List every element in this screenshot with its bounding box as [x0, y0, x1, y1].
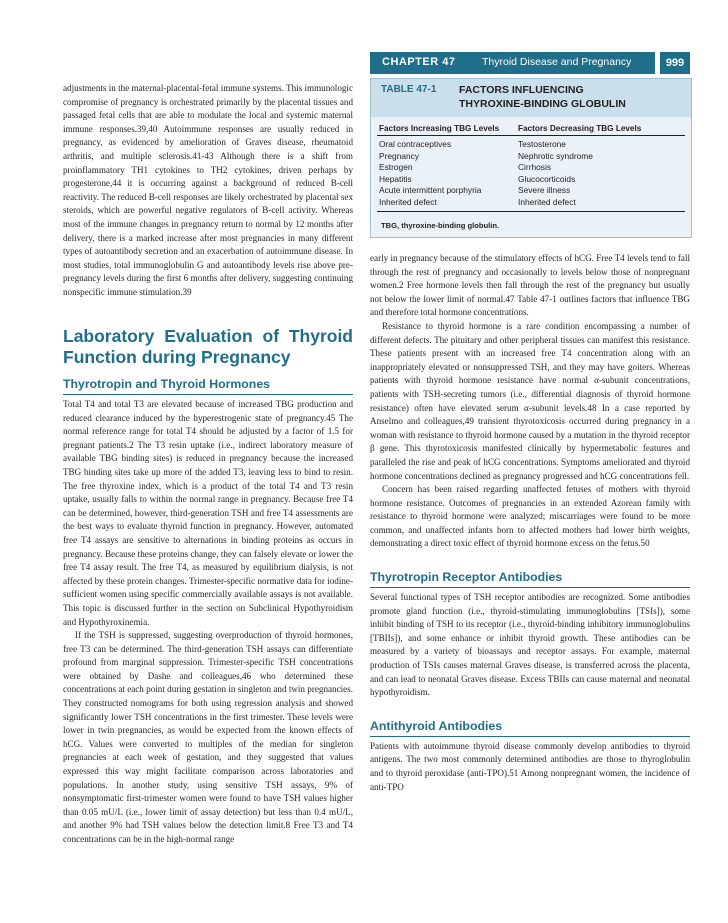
table-header [371, 79, 691, 117]
table-cell: Hepatitis [379, 173, 412, 184]
subsection-thyrotropin-hormones: Thyrotropin and Thyroid Hormones [63, 376, 353, 395]
table-cell: Pregnancy [379, 150, 420, 161]
paragraph-early-pregnancy: early in pregnancy because of the stimulatory effects of hCG. Free T4 levels tend to fall through the rest of pregnancy and occasionally to levels below those of nonpregnant women.2 Free hormone levels then fall through the rest of the pregnancy but usually not below the lower limit of normal.47 Table 47-1 outlines factors that influence TBG and therefore total hormone concentrations. [370, 253, 690, 318]
table-footnote: TBG, thyroxine-binding globulin. [381, 221, 500, 230]
paragraph-resistance: Resistance to thyroid hormone is a rare condition encompassing a number of different defects. The pituitary and other peripheral tissues can manifest this resistance. These patients present with an increased free T4 concentration along with an inappropriately elevated or nonsuppressed TSH, and they may have goiters. Whereas patients with thyroid hormone resistance have normal α-subunit concentrations, patients with TSH-secreting tumors (i.e., differential diagnosis of thyroid hormone resistance) often have elevated serum α-subunit levels.48 In a case reported by Anselmo and colleagues,49 transient thyrotoxicosis occurred during pregnancy in a woman with resistance to thyroid hormone caused by a mutation in the thyroid receptor β gene. This thyrotoxicosis manifested clinically by hypermetabolic features and paralleled the rise and peak of hCG concentrations. Symptoms ameliorated and thyroid hormone concentrations declined as pregnancy progressed and hCG concentrations fell. [370, 320, 690, 481]
paragraph-tsh-receptor: Several functional types of TSH receptor antibodies are recognized. Some antibodies promote gland function (i.e., thyroid-stimulating immunoglobulins [TSIs]), some inhibit binding of TSH to its receptor (i.e., thyroid-binding inhibitory immunoglobulins [TBIIs]), and some enhance or inhibit thyroid growth. These antibodies can be measured by a variety of bioassays and receptor assays. For example, maternal production of TSIs causes maternal Graves disease, is transferred across the placenta, and can lead to neonatal Graves disease. Excess TBIIs can cause maternal and neonatal hypothyroidism. [370, 592, 690, 698]
left-column [63, 82, 353, 847]
table-cell: Inherited defect [518, 196, 576, 207]
paragraph-tsh-suppressed: If the TSH is suppressed, suggesting overproduction of thyroid hormones, free T3 can be determined. The third-generation TSH assays can differentiate profound from marginal suppression. Trimester-specific TSH concentrations were obtained by Dashe and colleagues,46 who determined these concentrations at each point during gestation in singleton and twin pregnancies. They constructed nomograms for both using regression analysis and showed significantly lower TSH concentrations in the first trimester. These levels were lower in twin pregnancies, as would be expected from the known effects of hCG. Values were converted to multiples of the median for singleton pregnancies at each week of gestation, and they suggested that values expressed this way might facilitate comparison across laboratories and populations. In another study, using sensitive TSH assays, 9% of nonsymptomatic first-trimester women were found to have TSH values higher than 0.05 mU/L (i.e., lower limit of assay detection) but less than 0.4 mU/L, and another 9% had TSH values below the detection limit.8 Free T3 and T4 concentrations can be in the high-normal range [63, 630, 353, 844]
chapter-label: CHAPTER 47 [382, 56, 456, 68]
table-title-line-1: FACTORS INFLUENCING [459, 84, 584, 96]
paragraph-immune: adjustments in the maternal-placental-fetal immune systems. This immunologic compromise of pregnancy is orchestrated primarily by the placental tissues and passaged fetal cells that are able to modulate the local and systemic maternal immune responses.39,40 Autoimmune responses are usually reduced in pregnancy, as evidenced by amelioration of Graves disease, rheumatoid arthritis, and multiple sclerosis.41-43 Although there is a shift from proinflammatory TH1 cytokines to TH2 cytokines, driven perhaps by progesterone,44 it is occurring against a background of reduced B-cell reactivity. The reduced B-cell responses are likely orchestrated by placental sex steroids, which are powerful negative regulators of B-cell activity. Whereas most of the immune changes in pregnancy return to normal by 12 months after delivery, there is a marked increase after most pregnancies in many different types of autoantibody secretion and an exacerbation of autoimmune disease. In most studies, total immunoglobulin G and autoantibody levels rise above pre-pregnancy levels during the first 6 months after delivery, suggesting continuing nonspecific immune stimulation.39 [63, 83, 353, 297]
paragraph-concern: Concern has been raised regarding unaffected fetuses of mothers with thyroid hormone resistance. Outcomes of pregnancies in an extended Azorean family with resistance to thyroid hormone were analyzed; miscarriages were found to be more common, and unaffected infants born to affected mothers had lower birth weights, demonstrating a direct toxic effect of thyroid hormone excess on the fetus.50 [370, 484, 690, 549]
table-cell: Severe illness [518, 185, 571, 195]
decreasing-factors-list [518, 139, 593, 208]
table-rule-bottom [377, 211, 685, 212]
table-cell: Acute intermittent porphyria [379, 185, 482, 195]
page-number: 999 [660, 52, 690, 74]
subsection-receptor-antibodies: Thyrotropin Receptor Antibodies [370, 569, 690, 588]
table-cell: Oral contraceptives [379, 139, 452, 149]
table-cell: Cirrhosis [518, 162, 552, 172]
paragraph-antithyroid: Patients with autoimmune thyroid disease commonly develop antibodies to thyroid antigens. The two most commonly determined antibodies are those to thyroglobulin and to thyroid peroxidase (anti-TPO).51 Among nonpregnant women, the incidence of anti-TPO [370, 740, 690, 792]
table-rule-top [377, 135, 685, 136]
table-title [459, 83, 626, 111]
chapter-title: Thyroid Disease and Pregnancy [482, 56, 632, 68]
table-number: TABLE 47-1 [381, 84, 437, 95]
table-47-1 [370, 78, 692, 238]
increasing-factors-list [379, 139, 481, 208]
paragraph-total-t4: Total T4 and total T3 are elevated because of increased TBG production and reduced clearance induced by the hyperestrogenic state of pregnancy.45 The normal reference range for total T4 should be adjusted by a factor of 1.5 for pregnant patients.2 The T3 resin uptake (i.e., indirect laboratory measure of available TBG binding sites) is reduced in pregnancy because the increased TBG binding sites take up more of the added T3, leaving less to bind to resin. The free thyroxine index, which is a product of the total T4 and T3 resin uptake, usually falls to within the normal range in pregnancy. Because free T4 can be determined, however, third-generation TSH and free T4 assessments are the best ways to evaluate thyroid function in pregnancy. However, automated free T4 assays are sensitive to alternations in binding proteins as occurs in pregnancy. Because these proteins change, they can falsely elevate or lower the free T4 assay result. The free T4, as measured by equilibrium dialysis, is not affected by these protein changes. Trimester-specific normative data for iodine-sufficient women using specific commercially available assays is not available. This topic is discussed further in the section on Subclinical Hypothyroidism and Hypothyroxinemia. [63, 399, 353, 627]
table-title-line-2: THYROXINE-BINDING GLOBULIN [459, 98, 626, 110]
column-header-decreasing: Factors Decreasing TBG Levels [518, 124, 642, 133]
table-cell: Nephrotic syndrome [518, 150, 593, 161]
subsection-antithyroid-antibodies: Antithyroid Antibodies [370, 718, 690, 737]
section-title: Laboratory Evaluation of Thyroid Function during Pregnancy [63, 326, 353, 367]
column-header-increasing: Factors Increasing TBG Levels [379, 124, 500, 133]
table-cell: Glucocorticoids [518, 173, 576, 184]
right-column [370, 252, 690, 794]
table-cell: Testosterone [518, 139, 566, 149]
running-header [370, 52, 655, 74]
table-cell: Estrogen [379, 162, 413, 172]
table-cell: Inherited defect [379, 196, 437, 207]
